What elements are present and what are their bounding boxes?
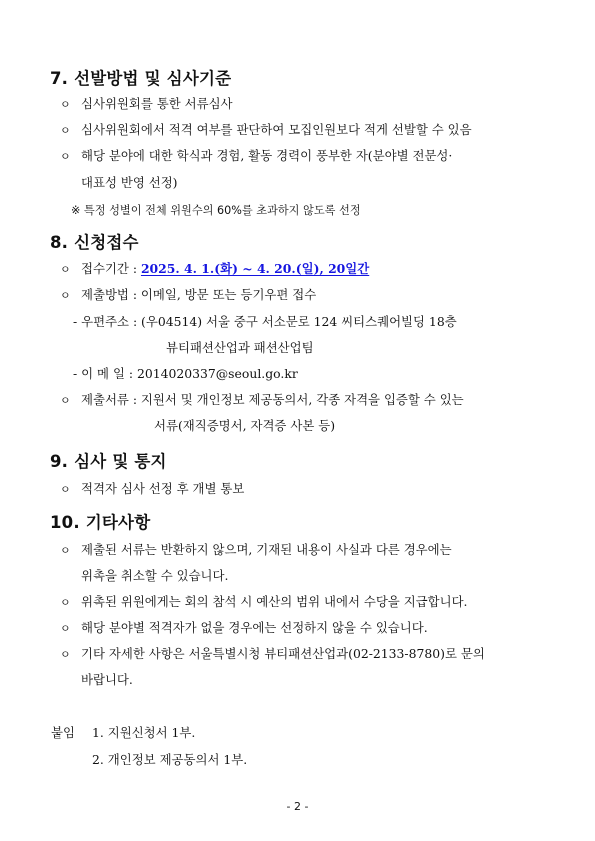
- application-period: [81, 259, 369, 277]
- attachment-item-2: 2. 개인정보 제공동의서 1부.: [92, 752, 248, 767]
- bullet-icon: ㅇ: [60, 622, 71, 635]
- section-9-heading: 9. 심사 및 통지: [50, 452, 167, 471]
- bullet-icon: ㅇ: [60, 394, 71, 407]
- bullet-icon: ㅇ: [60, 289, 71, 302]
- section-7-item-1: 심사위원회를 통한 서류심사: [81, 96, 233, 111]
- section-7-item-3-cont: 대표성 반영 선정): [81, 175, 178, 190]
- bullet-icon: ㅇ: [60, 263, 71, 276]
- bullet-icon: ㅇ: [60, 483, 71, 496]
- postal-address: - 우편주소 : (우04514) 서울 중구 서소문로 124 씨티스퀘어빌딩 18층: [73, 314, 457, 329]
- bullet-icon: ㅇ: [60, 544, 71, 557]
- attachment-item-1: 1. 지원신청서 1부.: [92, 725, 196, 740]
- section-9-item: 적격자 심사 선정 후 개별 통보: [81, 481, 245, 496]
- postal-address-team: 뷰티패션산업과 패션산업팀: [166, 340, 314, 355]
- section-10-item-2: 위촉된 위원에게는 회의 참석 시 예산의 범위 내에서 수당을 지급합니다.: [81, 594, 468, 609]
- section-10-item-1-cont: 위촉을 취소할 수 있습니다.: [81, 568, 229, 583]
- section-7-item-3: 해당 분야에 대한 학식과 경험, 활동 경력이 풍부한 자(분야별 전문성·: [81, 148, 453, 163]
- section-7-note: ※ 특정 성별이 전체 위원수의 60%를 초과하지 않도록 선정: [71, 204, 361, 217]
- section-10-item-1: 제출된 서류는 반환하지 않으며, 기재된 내용이 사실과 다른 경우에는: [81, 542, 452, 557]
- bullet-icon: ㅇ: [60, 124, 71, 137]
- required-documents: 제출서류 : 지원서 및 개인정보 제공동의서, 각종 자격을 입증할 수 있는: [81, 392, 464, 407]
- section-10-item-4-cont: 바랍니다.: [81, 672, 133, 687]
- section-10-item-3: 해당 분야별 적격자가 없을 경우에는 선정하지 않을 수 있습니다.: [81, 620, 428, 635]
- attachments-label: 붙임: [51, 725, 75, 740]
- submission-method: 제출방법 : 이메일, 방문 또는 등기우편 접수: [81, 287, 317, 302]
- application-period-value: 2025. 4. 1.(화) ~ 4. 20.(일), 20일간: [140, 261, 370, 276]
- section-8-heading: 8. 신청접수: [50, 233, 139, 252]
- section-7-item-2: 심사위원회에서 적격 여부를 판단하여 모집인원보다 적게 선발할 수 있음: [81, 122, 472, 137]
- bullet-icon: ㅇ: [60, 648, 71, 661]
- page-number: - 2 -: [286, 800, 309, 813]
- bullet-icon: ㅇ: [60, 98, 71, 111]
- bullet-icon: ㅇ: [60, 596, 71, 609]
- bullet-icon: ㅇ: [60, 150, 71, 163]
- required-documents-cont: 서류(재직증명서, 자격증 사본 등): [154, 418, 336, 433]
- section-10-heading: 10. 기타사항: [50, 513, 151, 532]
- section-10-item-4: 기타 자세한 사항은 서울특별시청 뷰티패션산업과(02-2133-8780)로 문의: [81, 646, 485, 661]
- application-period-label: 접수기간 :: [81, 261, 141, 276]
- section-7-heading: 7. 선발방법 및 심사기준: [50, 69, 232, 88]
- email-address: - 이 메 일 : 2014020337@seoul.go.kr: [73, 366, 298, 381]
